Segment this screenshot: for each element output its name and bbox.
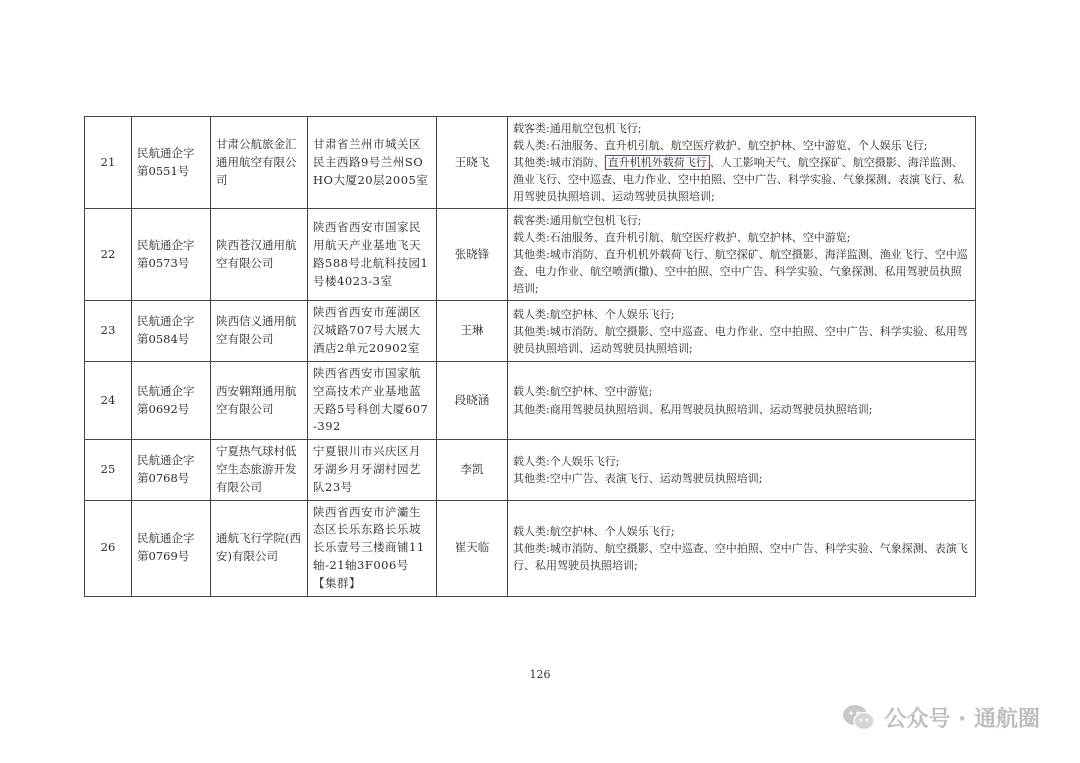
scope-line: [513, 154, 970, 205]
scope-line: 载人类:航空护林、个人娱乐飞行;: [513, 524, 675, 538]
scope-line: 载人类:航空护林、个人娱乐飞行;: [513, 307, 675, 321]
page-number: 126: [529, 668, 551, 681]
scope-line: 载人类:航空护林、空中游览;: [513, 385, 653, 399]
scope-line: 其他类:空中广告、表演飞行、运动驾驶员执照培训;: [513, 471, 763, 485]
company-name: 陕西苍汉通用航空有限公司: [211, 209, 308, 301]
table-row: [85, 361, 976, 439]
legal-representative: 崔天临: [437, 500, 508, 596]
company-address: 宁夏银川市兴庆区月牙湖乡月牙湖村园艺队23号: [308, 440, 437, 500]
scope-line: 其他类:城市消防、航空摄影、空中巡查、空中拍照、空中广告、科学实验、气象探测、表演飞行、私用驾驶员执照培训;: [513, 541, 968, 572]
watermark-text: 公众号 · 通航圈: [884, 707, 1040, 732]
license-number: 民航通企字第0768号: [132, 440, 211, 500]
legal-representative: 张晓锋: [437, 209, 508, 301]
scope-line: 载人类:石油服务、直升机引航、航空医疗救护、航空护林、空中游览;: [513, 231, 851, 245]
row-number: 22: [85, 209, 132, 301]
company-name: 甘肃公航旅金汇通用航空有限公司: [211, 117, 308, 209]
business-scope: [508, 361, 976, 439]
table-row: [85, 209, 976, 301]
business-scope: [508, 209, 976, 301]
company-name: 西安翱翔通用航空有限公司: [211, 361, 308, 439]
enterprise-registry-table: [84, 116, 976, 597]
row-number: 21: [85, 117, 132, 209]
scope-line: 其他类:城市消防、直升机机外载荷飞行、航空探矿、航空摄影、海洋监测、渔业飞行、空中巡查、电力作业、航空喷洒(撒)、空中拍照、空中广告、科学实验、气象探测、私用驾驶员执照培训;: [513, 248, 968, 296]
watermark: [842, 702, 1040, 733]
scope-line: 其他类:商用驾驶员执照培训、私用驾驶员执照培训、运动驾驶员执照培训;: [513, 402, 873, 416]
scope-line: 载客类:通用航空包机飞行;: [513, 122, 642, 135]
company-address: 陕西省西安市莲湖区汉城路707号大展大酒店2单元20902室: [308, 301, 437, 361]
business-scope: [508, 301, 976, 361]
business-scope: [508, 117, 976, 209]
company-address: 陕西省西安市浐灞生态区长乐东路长乐坡长乐壹号三楼商铺11轴-21轴3F006号【集群】: [308, 500, 437, 596]
table-row: [85, 301, 976, 361]
scope-line: 载客类:通用航空包机飞行;: [513, 214, 642, 228]
company-address: 陕西省西安市国家民用航天产业基地飞天路588号北航科技园1号楼4023-3室: [308, 209, 437, 301]
company-name: 宁夏热气球村低空生态旅游开发有限公司: [211, 440, 308, 500]
row-number: 23: [85, 301, 132, 361]
license-number: 民航通企字第0551号: [132, 117, 211, 209]
wechat-icon: [842, 703, 876, 733]
license-number: 民航通企字第0573号: [132, 209, 211, 301]
business-scope: [508, 440, 976, 500]
company-name: 通航飞行学院(西安)有限公司: [211, 500, 308, 596]
table-body: [85, 117, 976, 597]
scope-text: 、人工影响天气、航空探矿、航空摄影、海洋监测、渔业飞行、空中巡查、电力作业、空中拍照、空中广告、科学实验、气象探测、表演飞行、私用驾驶员执照培训、运动驾驶员执照培训;: [513, 156, 964, 204]
table-row: [85, 117, 976, 209]
legal-representative: 李凯: [437, 440, 508, 500]
scope-line: 载人类:个人娱乐飞行;: [513, 454, 620, 468]
row-number: 24: [85, 361, 132, 439]
license-number: 民航通企字第0692号: [132, 361, 211, 439]
row-number: 25: [85, 440, 132, 500]
license-number: 民航通企字第0769号: [132, 500, 211, 596]
scope-text: 其他类:城市消防、: [513, 156, 605, 170]
business-scope: [508, 500, 976, 596]
legal-representative: 王晓飞: [437, 117, 508, 209]
table-row: [85, 500, 976, 596]
legal-representative: 王琳: [437, 301, 508, 361]
company-address: 甘肃省兰州市城关区民主西路9号兰州SOHO大厦20层2005室: [308, 117, 437, 209]
company-name: 陕西信义通用航空有限公司: [211, 301, 308, 361]
company-address: 陕西省西安市国家航空高技术产业基地蓝天路5号科创大厦607-392: [308, 361, 437, 439]
scope-line: 载人类:石油服务、直升机引航、航空医疗救护、航空护林、空中游览、个人娱乐飞行;: [513, 139, 928, 153]
scope-line: 其他类:城市消防、航空摄影、空中巡查、电力作业、空中拍照、空中广告、科学实验、私用驾驶员执照培训、运动驾驶员执照培训;: [513, 324, 968, 355]
legal-representative: 段晓涵: [437, 361, 508, 439]
license-number: 民航通企字第0584号: [132, 301, 211, 361]
table-row: [85, 440, 976, 500]
row-number: 26: [85, 500, 132, 596]
highlighted-scope-item: 直升机机外载荷飞行: [605, 155, 710, 170]
